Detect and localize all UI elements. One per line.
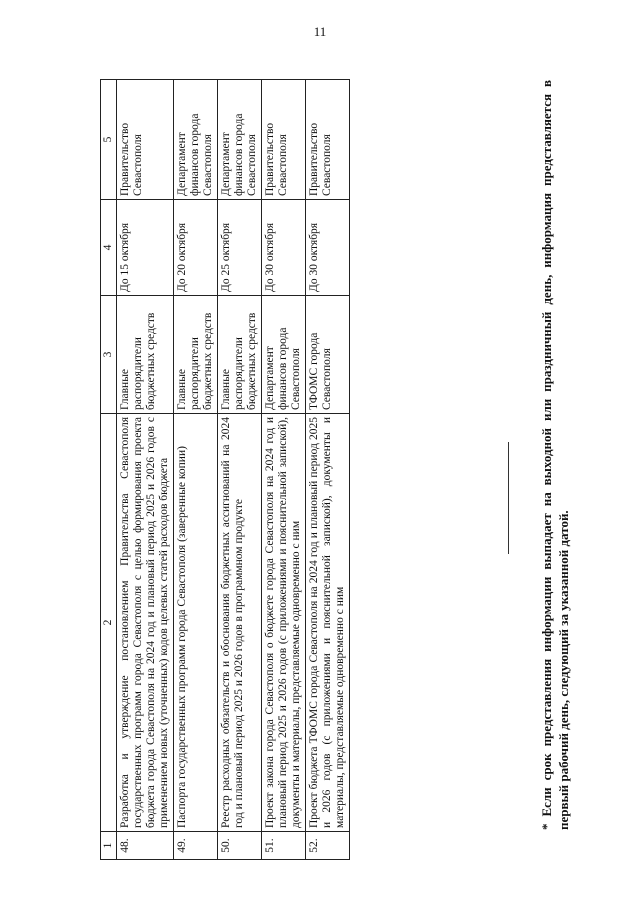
footnote: * Если срок представления информации выпадает на выходной или праздничный день, информация представляется в первый рабочий день, следующий за указанной датой. (539, 80, 571, 830)
task-cell: Разработка и утверждение постановлением Правительства Севастополя государственных программ города Севастополя с целью формирования проекта бюджета города Севастополя на 2024 год и плановый период 2025 и 2026 годов с применением новых (уточненных) кодов целевых статей расходов бюджета (117, 414, 174, 832)
table-row (117, 80, 174, 860)
deadline-cell: До 30 октября (262, 200, 306, 296)
column-header-4: 4 (101, 200, 117, 296)
row-number: 52. (306, 832, 350, 860)
row-number: 51. (262, 832, 306, 860)
responsible-cell: Департамент финансов города Севастополя (262, 296, 306, 414)
column-header-3: 3 (101, 296, 117, 414)
recipient-cell: Департамент финансов города Севастополя (218, 80, 262, 200)
deadline-cell: До 20 октября (174, 200, 218, 296)
responsible-cell: Главные распорядители бюджетных средств (174, 296, 218, 414)
table-row (262, 80, 306, 860)
table-row (306, 80, 350, 860)
deadline-cell: До 30 октября (306, 200, 350, 296)
task-cell: Проект бюджета ТФОМС города Севастополя на 2024 год и плановый период 2025 и 2026 годов (с приложениями и пояснительной запиской), документы и материалы, представляемые одновременно с ним (306, 414, 350, 832)
column-header-2: 2 (101, 414, 117, 832)
page-number: 11 (313, 24, 327, 39)
recipient-cell: Правительство Севастополя (262, 80, 306, 200)
deadline-cell: До 25 октября (218, 200, 262, 296)
separator-line (508, 442, 509, 554)
responsible-cell: Главные распорядители бюджетных средств (117, 296, 174, 414)
task-cell: Реестр расходных обязательств и обоснования бюджетных ассигнований на 2024 год и плановый период 2025 и 2026 годов в программном продукте (218, 414, 262, 832)
task-cell: Паспорта государственных программ города Севастополя (заверенные копии) (174, 414, 218, 832)
responsible-cell: Главные распорядители бюджетных средств (218, 296, 262, 414)
row-number: 50. (218, 832, 262, 860)
responsible-cell: ТФОМС города Севастополя (306, 296, 350, 414)
recipient-cell: Департамент финансов города Севастополя (174, 80, 218, 200)
table-row (218, 80, 262, 860)
column-header-5: 5 (101, 80, 117, 200)
table-header-row (101, 80, 117, 860)
task-cell: Проект закона города Севастополя о бюджете города Севастополя на 2024 год и плановый период 2025 и 2026 годов (с приложениями и пояснительной запиской), документы и материалы, представляемые одновременно с ним (262, 414, 306, 832)
table-row (174, 80, 218, 860)
recipient-cell: Правительство Севастополя (306, 80, 350, 200)
schedule-table (100, 79, 350, 860)
recipient-cell: Правительство Севастополя (117, 80, 174, 200)
row-number: 48. (117, 832, 174, 860)
column-header-1: 1 (101, 832, 117, 860)
row-number: 49. (174, 832, 218, 860)
rotated-page-content (100, 80, 620, 860)
deadline-cell: До 15 октября (117, 200, 174, 296)
